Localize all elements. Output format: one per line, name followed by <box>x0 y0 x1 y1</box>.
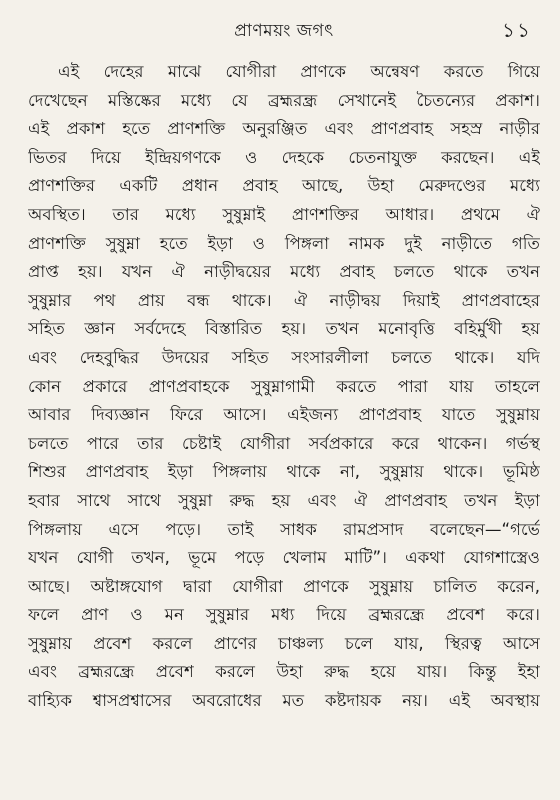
text-line: সুষুম্নার পথ প্রায় বন্ধ থাকে। ঐ নাড়ীদ্বয় দিয়াই প্রাণপ্রবাহের <box>28 290 540 310</box>
text-line: আছে। অষ্টাঙ্গযোগ দ্বারা যোগীরা প্রাণকে সুষুম্নায় চালিত করেন, <box>28 576 540 596</box>
text-line: সহিত জ্ঞান সর্বদেহে বিস্তারিত হয়। তখন মনোবৃত্তি বহির্মুখী হয় <box>28 319 540 339</box>
text-line: চলতে পারে তার চেষ্টাই যোগীরা সর্বপ্রকারে করে থাকেন। গর্ভস্থ <box>28 433 540 453</box>
text-line: দেখেছেন মস্তিষ্কের মধ্যে যে ব্রহ্মরন্ধ্র সেখানেই চৈতন্যের প্রকাশ। <box>28 90 540 110</box>
body-paragraph <box>28 58 540 716</box>
text-line: হবার সাথে সাথে সুষুম্না রুদ্ধ হয় এবং ঐ প্রাণপ্রবাহ তখন ইড়া <box>28 490 540 510</box>
text-line: বাহ্যিক শ্বাসপ্রশ্বাসের অবরোধের মত কষ্টদায়ক নয়। এই অবস্থায় <box>28 691 540 711</box>
text-line: কোন প্রকারে প্রাণপ্রবাহকে সুষুম্নাগামী করতে পারা যায় তাহলে <box>28 376 540 396</box>
text-line: ফলে প্রাণ ও মন সুষুম্নার মধ্য দিয়ে ব্রহ্মরন্ধ্রে প্রবেশ করে। <box>28 605 540 625</box>
text-line: এই দেহের মাঝে যোগীরা প্রাণকে অন্বেষণ করতে গিয়ে <box>58 62 540 81</box>
text-line: এবং ব্রহ্মরন্ধ্রে প্রবেশ করলে উহা রুদ্ধ হয়ে যায়। কিন্তু ইহা <box>28 662 540 682</box>
text-line: ভিতর দিয়ে ইন্দ্রিয়গণকে ও দেহকে চেতনাযুক্ত করছেন। এই <box>28 147 540 167</box>
text-line: এই প্রকাশ হতে প্রাণশক্তি অনুরঞ্জিত এবং প্রাণপ্রবাহ সহস্র নাড়ীর <box>28 119 540 139</box>
text-line: আবার দিব্যজ্ঞান ফিরে আসে। এইজন্য প্রাণপ্রবাহ যাতে সুষুম্নায় <box>28 405 540 425</box>
chapter-title: প্রাণময়ং জগৎ <box>234 21 334 41</box>
running-header <box>28 14 540 50</box>
text-line: যখন যোগী তখন, ভূমে পড়ে খেলাম মাটি”। একথা যোগশাস্ত্রেও <box>28 548 540 568</box>
text-line: সুষুম্নায় প্রবেশ করলে প্রাণের চাঞ্চল্য চলে যায়, স্থিরত্ব আসে <box>28 633 540 653</box>
page-number: ১১ <box>502 18 532 42</box>
text-line: অবস্থিত। তার মধ্যে সুষুম্নাই প্রাণশক্তির আধার। প্রথমে ঐ <box>28 204 540 224</box>
text-line: এবং দেহবুদ্ধির উদয়ের সহিত সংসারলীলা চলতে থাকে। যদি <box>28 347 540 367</box>
text-line: শিশুর প্রাণপ্রবাহ ইড়া পিঙ্গলায় থাকে না, সুষুম্নায় থাকে। ভূমিষ্ঠ <box>28 462 540 482</box>
text-line: প্রাণশক্তি সুষুম্না হতে ইড়া ও পিঙ্গলা নামক দুই নাড়ীতে গতি <box>28 233 540 253</box>
text-line: পিঙ্গলায় এসে পড়ে। তাই সাধক রামপ্রসাদ বলেছেন—“গর্ভে <box>28 519 540 539</box>
text-line: প্রাণশক্তির একটি প্রধান প্রবাহ আছে, উহা মেরুদণ্ডের মধ্যে <box>28 176 540 196</box>
text-line: প্রাপ্ত হয়। যখন ঐ নাড়ীদ্বয়ের মধ্যে প্রবাহ চলতে থাকে তখন <box>28 262 540 282</box>
